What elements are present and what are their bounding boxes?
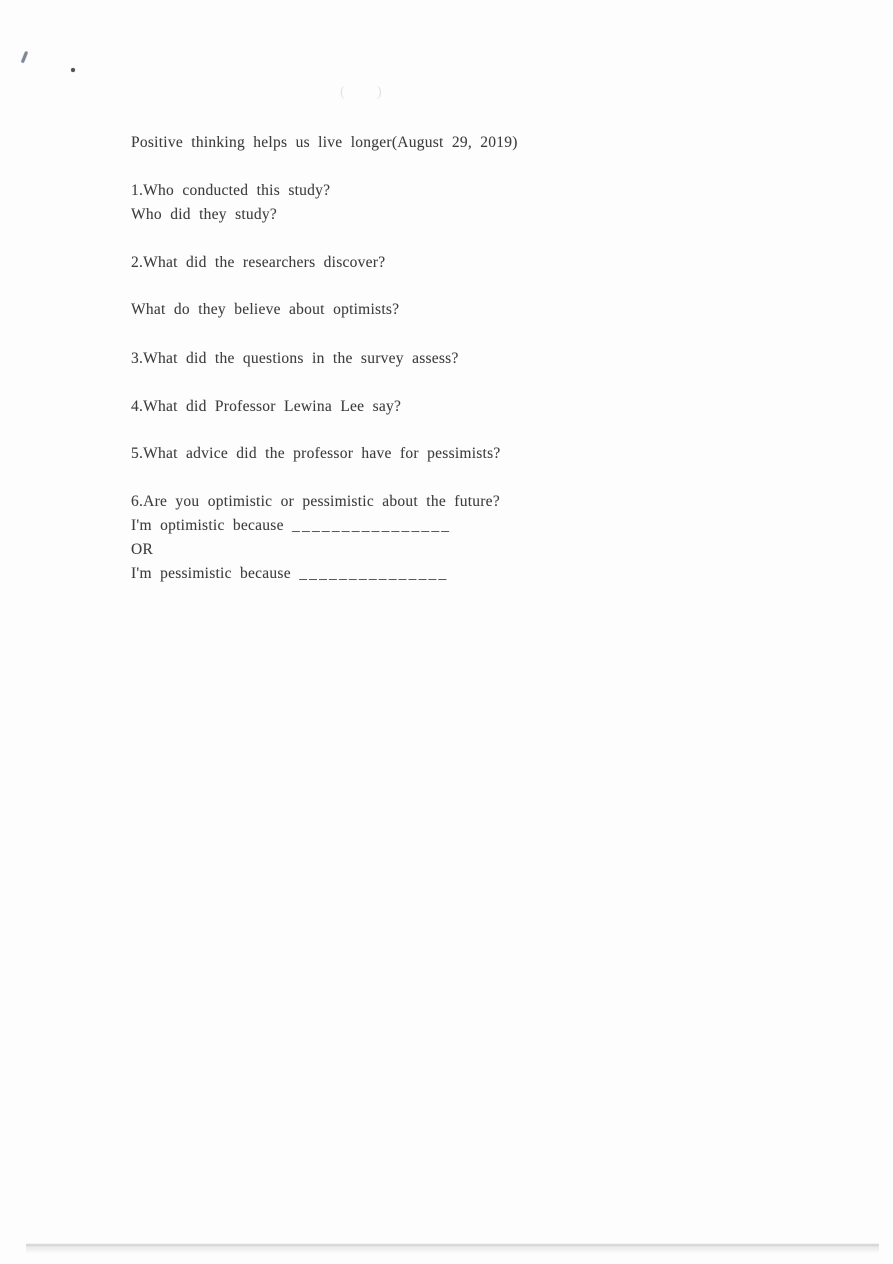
question-2-line: 2.What did the researchers discover? — [131, 254, 386, 271]
optimistic-answer-line — [131, 516, 451, 536]
question-1-line: 1.Who conducted this study? — [131, 182, 331, 199]
worksheet-title: Positive thinking helps us live longer(August 29, 2019) — [131, 134, 518, 151]
or-separator: OR — [131, 541, 154, 558]
pessimistic-answer-blank: _______________ — [299, 565, 449, 582]
question-5-line: 5.What advice did the professor have for pessimists? — [131, 445, 501, 462]
question-2-subline: What do they believe about optimists? — [131, 301, 400, 318]
question-6-line: 6.Are you optimistic or pessimistic about the future? — [131, 493, 500, 510]
optimistic-answer-label: I'm optimistic because — [131, 517, 284, 534]
question-4-line: 4.What did Professor Lewina Lee say? — [131, 398, 402, 415]
bleed-through-ghost-mark: ( ) — [340, 84, 396, 100]
pessimistic-answer-label: I'm pessimistic because — [131, 565, 291, 582]
pessimistic-answer-line — [131, 564, 448, 584]
optimistic-answer-blank: ________________ — [292, 517, 452, 534]
question-1-subline: Who did they study? — [131, 206, 278, 223]
pen-tick-mark-icon — [21, 51, 28, 63]
scan-bottom-edge-shadow — [26, 1243, 879, 1254]
question-3-line: 3.What did the questions in the survey assess? — [131, 350, 459, 367]
pen-dot-mark-icon — [71, 68, 75, 72]
